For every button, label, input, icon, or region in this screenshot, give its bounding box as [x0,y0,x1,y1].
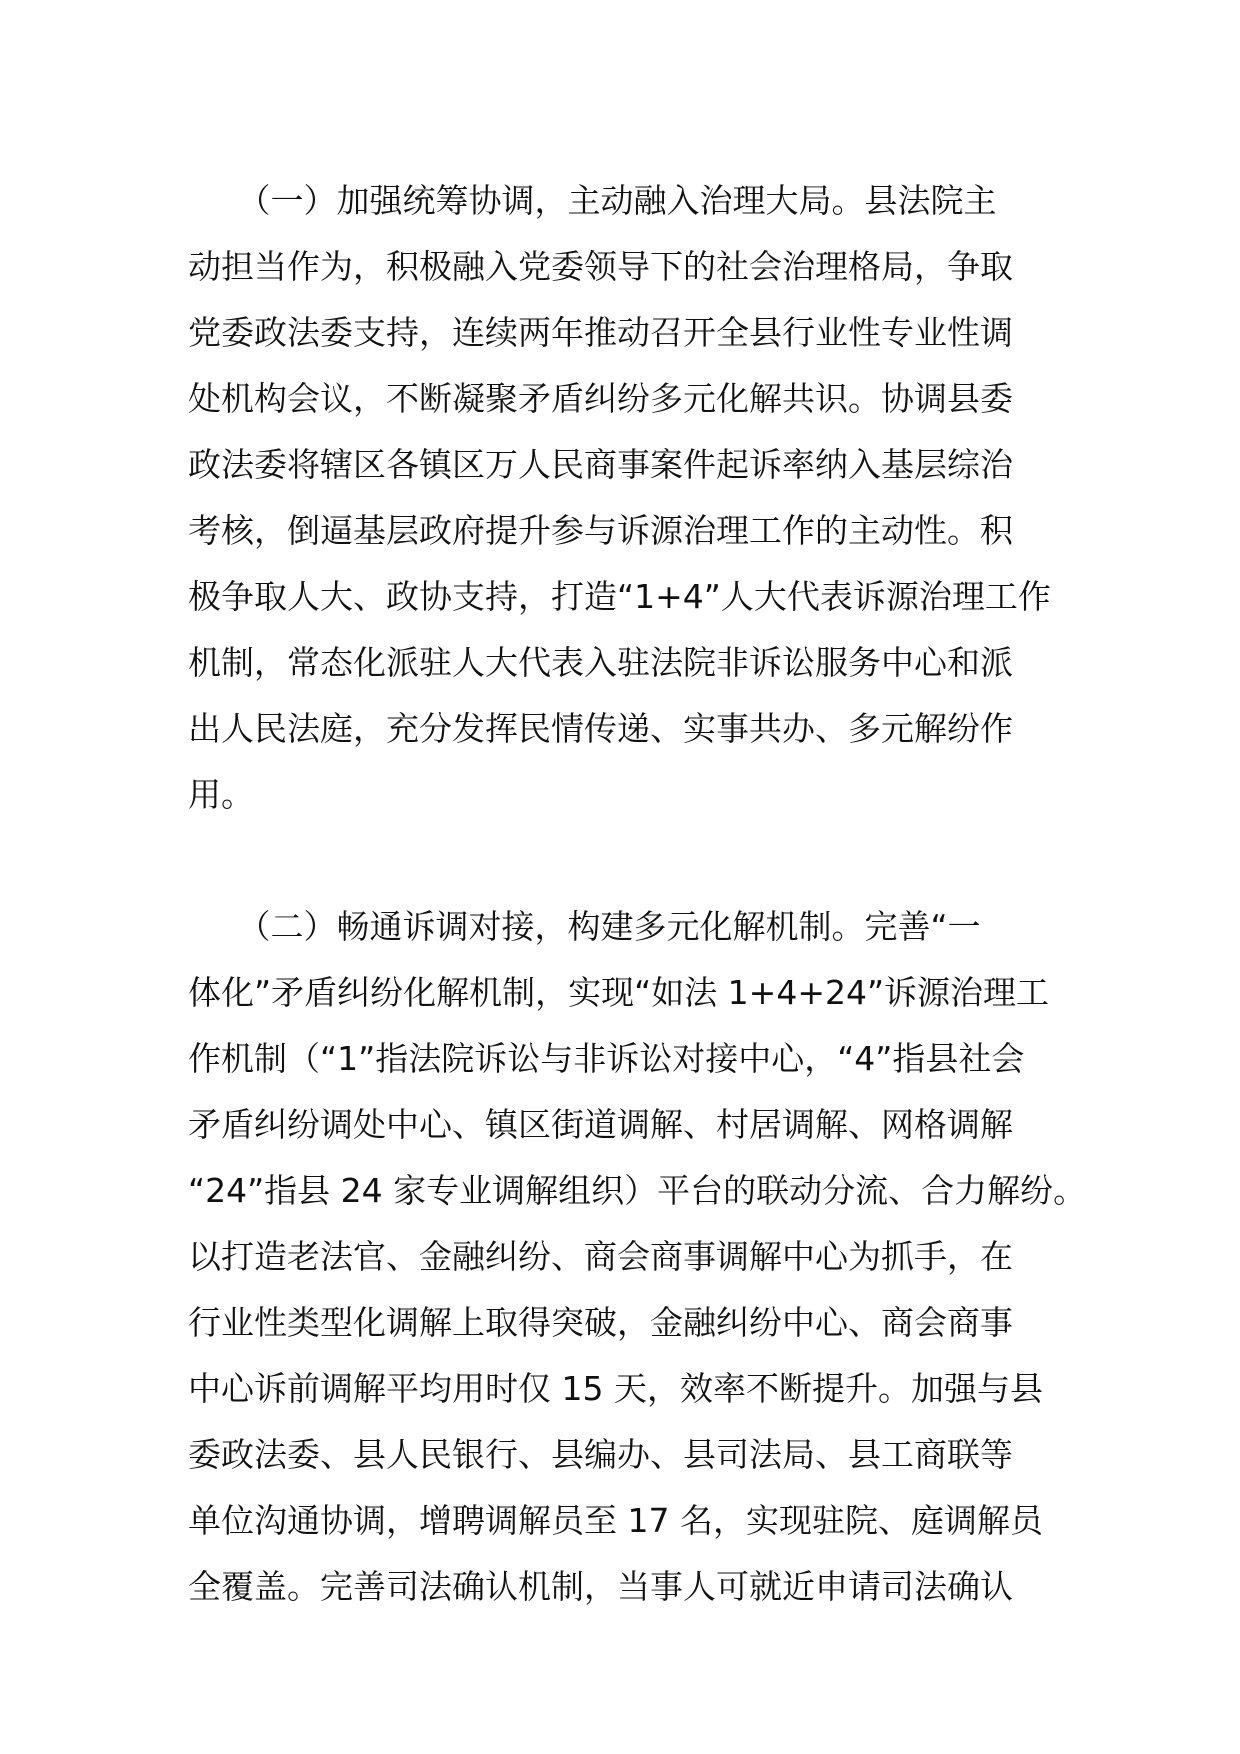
paragraph-1 [188,168,1068,828]
text-line: 出人民法庭，充分发挥民情传递、实事共办、多元解纷作 [188,709,1013,748]
text-line: 全覆盖。完善司法确认机制，当事人可就近申请司法确认 [188,1567,1013,1606]
text-line: 行业性类型化调解上取得突破，金融纠纷中心、商会商事 [188,1303,1013,1342]
document-body [188,168,1087,1620]
text-line: 中心诉前调解平均用时仅 15 天，效率不断提升。加强与县 [188,1369,1043,1408]
paragraph-spacer [188,828,1068,894]
text-line: 以打造老法官、金融纠纷、商会商事调解中心为抓手，在 [188,1237,1013,1276]
text-line: 动担当作为，积极融入党委领导下的社会治理格局，争取 [188,247,1013,286]
text-line: 矛盾纠纷调处中心、镇区街道调解、村居调解、网格调解 [188,1105,1013,1144]
text-line: 机制，常态化派驻人大代表入驻法院非诉讼服务中心和派 [188,643,1013,682]
text-line: （一）加强统筹协调，主动融入治理大局。县法院主 [188,181,997,220]
text-line: 体化”矛盾纠纷化解机制，实现“如法 1+4+24”诉源治理工 [188,973,1050,1012]
text-line: “24”指县 24 家专业调解组织）平台的联动分流、合力解纷。 [188,1171,1087,1210]
text-line: 党委政法委支持，连续两年推动召开全县行业性专业性调 [188,313,1013,352]
text-line: （二）畅通诉调对接，构建多元化解机制。完善“一 [188,907,981,946]
text-line: 处机构会议，不断凝聚矛盾纠纷多元化解共识。协调县委 [188,379,1013,418]
text-line: 作机制（“1”指法院诉讼与非诉讼对接中心，“4”指县社会 [188,1039,1025,1078]
text-line: 政法委将辖区各镇区万人民商事案件起诉率纳入基层综治 [188,445,1013,484]
text-line: 考核，倒逼基层政府提升参与诉源治理工作的主动性。积 [188,511,1013,550]
paragraph-2 [188,894,1087,1620]
text-line: 用。 [188,775,254,814]
text-line: 单位沟通协调，增聘调解员至 17 名，实现驻院、庭调解员 [188,1501,1043,1540]
text-line: 极争取人大、政协支持，打造“1+4”人大代表诉源治理工作 [188,577,1051,616]
text-line: 委政法委、县人民银行、县编办、县司法局、县工商联等 [188,1435,1013,1474]
